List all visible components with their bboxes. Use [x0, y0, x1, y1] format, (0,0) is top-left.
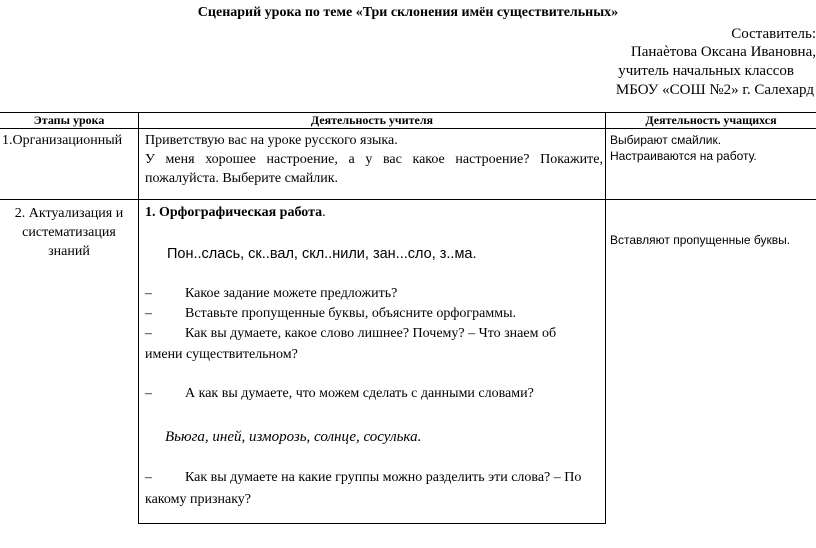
header-teacher-activity: Деятельность учителя: [310, 113, 434, 127]
task-title-text: 1. Орфографическая работа: [145, 205, 323, 220]
dash-marker: –: [145, 386, 152, 401]
dash-marker: –: [145, 470, 152, 485]
teacher-greeting: Приветствую вас на уроке русского языка.: [145, 133, 398, 148]
author-label: Составитель:: [731, 26, 816, 42]
header-student-activity: Деятельность учащихся: [645, 113, 777, 127]
task-title-period: .: [322, 205, 326, 220]
spelling-words: Пон..слась, ск..вал, скл..нили, зан...сло, з..ма.: [167, 246, 477, 262]
student-activity-1a: Выбирают смайлик.: [610, 133, 722, 147]
stage-cell-1: 1.Организационный: [2, 133, 123, 148]
question-2: [145, 306, 605, 325]
question-4: [145, 386, 605, 405]
student-activity-2: Вставляют пропущенные буквы.: [610, 233, 791, 247]
header-row-divider: [0, 128, 816, 129]
header-stages: Этапы урока: [33, 113, 105, 127]
document-title: Сценарий урока по теме «Три склонения имён существительных»: [197, 5, 619, 20]
column-divider-1: [138, 112, 139, 524]
lesson-table: [0, 112, 816, 548]
author-position: учитель начальных классов: [618, 63, 794, 79]
teacher-cell-bottom-border: [138, 523, 606, 524]
dash-marker: –: [145, 306, 152, 321]
dash-marker: –: [145, 326, 152, 341]
student-activity-1b: Настраиваются на работу.: [610, 149, 757, 163]
task-title: [145, 203, 601, 222]
author-name: Панаѐтова Оксана Ивановна,: [630, 44, 816, 60]
question-1: [145, 286, 605, 305]
question-5: [145, 470, 605, 489]
question-2-text: Вставьте пропущенные буквы, объясните орфограммы.: [185, 306, 516, 321]
dash-marker: –: [145, 286, 152, 301]
stage-cell-2: 2. Актуализация и систематизация знаний: [14, 206, 124, 259]
author-school: МБОУ «СОШ №2» г. Салехард: [615, 82, 814, 98]
question-3-continued: имени существительном?: [145, 347, 298, 362]
row-divider: [0, 199, 816, 200]
word-list: Вьюга, иней, изморозь, солнце, сосулька.: [165, 429, 422, 445]
question-3-text: Как вы думаете, какое слово лишнее? Почему? – Что знаем об: [185, 326, 557, 341]
question-3: [145, 326, 605, 345]
question-5-continued: какому признаку?: [145, 492, 252, 507]
question-5-text: Как вы думаете на какие группы можно разделить эти слова? – По: [185, 470, 582, 485]
question-1-text: Какое задание можете предложить?: [185, 286, 398, 301]
teacher-mood-question: У меня хорошее настроение, а у вас какое настроение? Покажите, пожалуйста. Выберите смайлик.: [145, 152, 603, 186]
column-divider-2: [605, 112, 606, 524]
question-4-text: А как вы думаете, что можем сделать с данными словами?: [185, 386, 534, 401]
